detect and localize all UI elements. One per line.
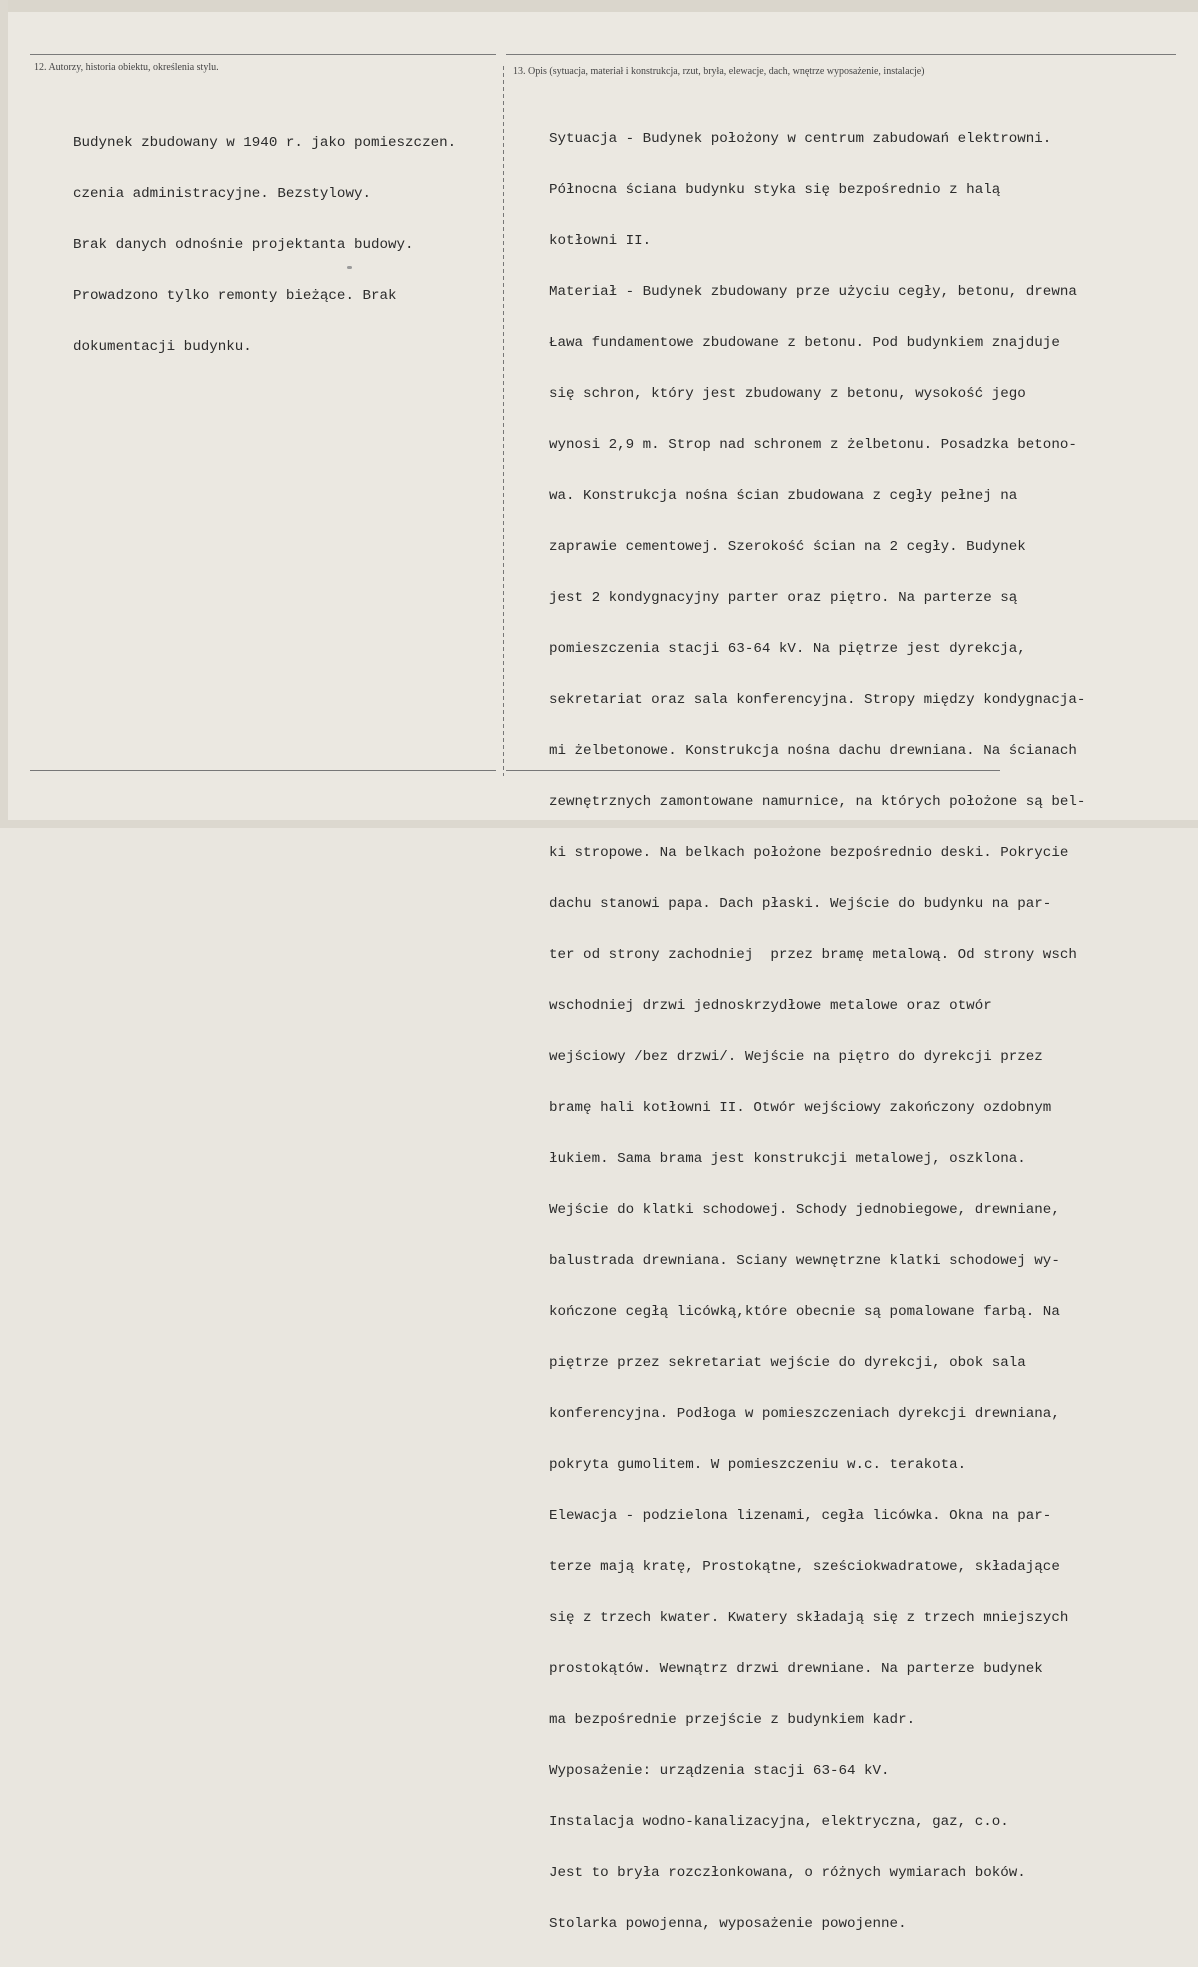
body-line: sekretariat oraz sala konferencyjna. Stropy między kondygnacja- <box>549 692 1086 708</box>
bottom-rule-left <box>30 770 496 771</box>
body-line: Prowadzono tylko remonty bieżące. Brak <box>73 288 397 304</box>
column-divider <box>503 66 504 776</box>
body-line: wa. Konstrukcja nośna ścian zbudowana z cegły pełnej na <box>549 488 1018 504</box>
body-line: piętrze przez sekretariat wejście do dyrekcji, obok sala <box>549 1355 1026 1371</box>
body-line: Północna ściana budynku styka się bezpośrednio z halą <box>549 182 1001 198</box>
body-line: zewnętrznych zamontowane namurnice, na których położone są bel- <box>549 794 1086 810</box>
body-line: mi żelbetonowe. Konstrukcja nośna dachu drewniana. Na ścianach <box>549 743 1077 759</box>
top-rule-left <box>30 54 496 55</box>
body-line: zaprawie cementowej. Szerokość ścian na 2 cegły. Budynek <box>549 539 1026 555</box>
body-line: terze mają kratę, Prostokątne, sześciokwadratowe, składające <box>549 1559 1060 1575</box>
body-line: wejściowy /bez drzwi/. Wejście na piętro do dyrekcji przez <box>549 1049 1043 1065</box>
section-12-heading: 12. Autorzy, historia obiektu, określenia stylu. <box>34 62 219 73</box>
body-line: się schron, który jest zbudowany z betonu, wysokość jego <box>549 386 1026 402</box>
body-line: Materiał - Budynek zbudowany prze użyciu cegły, betonu, drewna <box>549 284 1077 300</box>
body-line: łukiem. Sama brama jest konstrukcji metalowej, oszklona. <box>549 1151 1026 1167</box>
section-13-heading: 13. Opis (sytuacja, materiał i konstrukcja, rzut, bryła, elewacje, dach, wnętrze wyposażenie, instalacje) <box>513 66 925 77</box>
body-line: bramę hali kotłowni II. Otwór wejściowy zakończony ozdobnym <box>549 1100 1052 1116</box>
body-line: czenia administracyjne. Bezstylowy. <box>73 186 371 202</box>
body-line: wschodniej drzwi jednoskrzydłowe metalowe oraz otwór <box>549 998 992 1014</box>
body-line: wynosi 2,9 m. Strop nad schronem z żelbetonu. Posadzka betono- <box>549 437 1077 453</box>
body-line: dachu stanowi papa. Dach płaski. Wejście do budynku na par- <box>549 896 1052 912</box>
body-line: kończone cegłą licówką,które obecnie są pomalowane farbą. Na <box>549 1304 1060 1320</box>
scan-edge-top <box>0 0 1198 12</box>
body-line: konferencyjna. Podłoga w pomieszczeniach dyrekcji drewniana, <box>549 1406 1060 1422</box>
body-line: Wejście do klatki schodowej. Schody jednobiegowe, drewniane, <box>549 1202 1060 1218</box>
body-line: Sytuacja - Budynek położony w centrum zabudowań elektrowni. <box>549 131 1052 147</box>
section-13-body <box>549 97 1085 1967</box>
body-line: jest 2 kondygnacyjny parter oraz piętro. Na parterze są <box>549 590 1018 606</box>
body-line: Jest to bryła rozczłonkowana, o różnych wymiarach boków. <box>549 1865 1026 1881</box>
body-line: prostokątów. Wewnątrz drzwi drewniane. Na parterze budynek <box>549 1661 1043 1677</box>
scan-edge-left <box>0 0 8 828</box>
body-line: kotłowni II. <box>549 233 652 249</box>
body-line: ma bezpośrednie przejście z budynkiem kadr. <box>549 1712 916 1728</box>
body-line: ter od strony zachodniej przez bramę metalową. Od strony wsch <box>549 947 1077 963</box>
body-line: Brak danych odnośnie projektanta budowy. <box>73 237 414 253</box>
scan-speck <box>347 266 352 269</box>
body-line: ki stropowe. Na belkach położone bezpośrednio deski. Pokrycie <box>549 845 1069 861</box>
body-line: pomieszczenia stacji 63-64 kV. Na piętrze jest dyrekcja, <box>549 641 1026 657</box>
body-line: Instalacja wodno-kanalizacyjna, elektryczna, gaz, c.o. <box>549 1814 1009 1830</box>
body-line: Stolarka powojenna, wyposażenie powojenne. <box>549 1916 907 1932</box>
body-line: pokryta gumolitem. W pomieszczeniu w.c. terakota. <box>549 1457 967 1473</box>
body-line: Wyposażenie: urządzenia stacji 63-64 kV. <box>549 1763 890 1779</box>
body-line: dokumentacji budynku. <box>73 339 252 355</box>
bottom-rule-right <box>506 770 1000 771</box>
top-rule-right <box>506 54 1176 55</box>
body-line: Ława fundamentowe zbudowane z betonu. Pod budynkiem znajduje <box>549 335 1060 351</box>
body-line: Budynek zbudowany w 1940 r. jako pomieszczen. <box>73 135 457 151</box>
body-line: się z trzech kwater. Kwatery składają się z trzech mniejszych <box>549 1610 1069 1626</box>
body-line: balustrada drewniana. Sciany wewnętrzne klatki schodowej wy- <box>549 1253 1060 1269</box>
section-12-body <box>73 101 456 390</box>
body-line: Elewacja - podzielona lizenami, cegła licówka. Okna na par- <box>549 1508 1052 1524</box>
